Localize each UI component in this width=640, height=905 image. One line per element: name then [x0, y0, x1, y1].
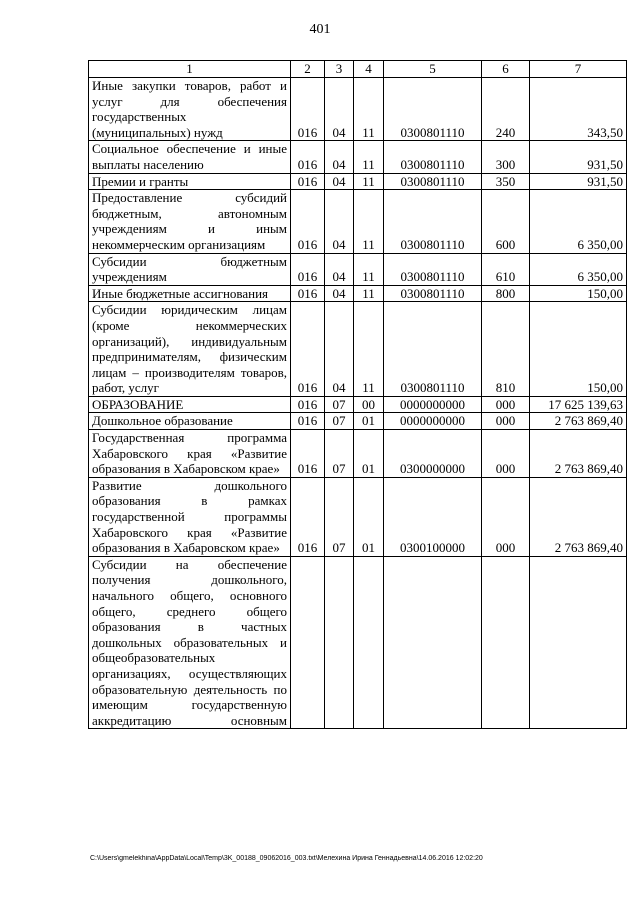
row-amount: 6 350,00: [530, 253, 627, 285]
row-target-article: 0300801110: [384, 253, 482, 285]
row-expense-type: 240: [482, 78, 530, 141]
row-grbs: 016: [291, 78, 325, 141]
row-target-article: 0000000000: [384, 396, 482, 413]
row-target-article: 0300801110: [384, 78, 482, 141]
col-header-5: 5: [384, 61, 482, 78]
table-row: [89, 173, 627, 190]
col-header-7: 7: [530, 61, 627, 78]
row-target-article: 0300100000: [384, 477, 482, 556]
row-grbs: 016: [291, 430, 325, 478]
row-subsection: 11: [354, 302, 384, 397]
row-name: Предоставление субсидий бюджетным, автономным учреждениям и иным некоммерческим организациям: [89, 190, 291, 253]
row-amount: 2 763 869,40: [530, 477, 627, 556]
row-grbs: 016: [291, 141, 325, 173]
row-grbs: [291, 556, 325, 729]
row-subsection: 01: [354, 413, 384, 430]
row-subsection: 11: [354, 190, 384, 253]
row-section: 07: [325, 413, 354, 430]
row-expense-type: [482, 556, 530, 729]
row-amount: 343,50: [530, 78, 627, 141]
row-target-article: 0300801110: [384, 190, 482, 253]
row-target-article: 0300801110: [384, 302, 482, 397]
file-path-footer: C:\Users\gmelekhina\AppData\Local\Temp\3K_00188_09062016_003.txt\Мелехина Ирина Геннадьевна\14.06.2016 12:02:20: [90, 855, 483, 862]
row-name: Иные закупки товаров, работ и услуг для обеспечения государственных (муниципальных) нужд: [89, 78, 291, 141]
row-section: 04: [325, 302, 354, 397]
row-name: Дошкольное образование: [89, 413, 291, 430]
row-grbs: 016: [291, 477, 325, 556]
table-header-row: [89, 61, 627, 78]
row-section: [325, 556, 354, 729]
row-subsection: 11: [354, 78, 384, 141]
row-section: 04: [325, 190, 354, 253]
row-subsection: 01: [354, 477, 384, 556]
row-section: 07: [325, 430, 354, 478]
row-expense-type: 000: [482, 413, 530, 430]
table-row: [89, 302, 627, 397]
row-expense-type: 000: [482, 396, 530, 413]
row-amount: 2 763 869,40: [530, 413, 627, 430]
row-target-article: 0000000000: [384, 413, 482, 430]
row-target-article: 0300000000: [384, 430, 482, 478]
table-row: [89, 78, 627, 141]
row-section: 04: [325, 285, 354, 302]
row-expense-type: 350: [482, 173, 530, 190]
col-header-3: 3: [325, 61, 354, 78]
row-section: 04: [325, 78, 354, 141]
row-amount: 931,50: [530, 173, 627, 190]
row-name: Социальное обеспечение и иные выплаты населению: [89, 141, 291, 173]
row-name: Премии и гранты: [89, 173, 291, 190]
row-expense-type: 000: [482, 477, 530, 556]
row-name: Субсидии бюджетным учреждениям: [89, 253, 291, 285]
table-row: [89, 190, 627, 253]
table-row: [89, 141, 627, 173]
row-expense-type: 300: [482, 141, 530, 173]
row-expense-type: 810: [482, 302, 530, 397]
row-amount: 931,50: [530, 141, 627, 173]
row-grbs: 016: [291, 413, 325, 430]
row-target-article: 0300801110: [384, 141, 482, 173]
col-header-4: 4: [354, 61, 384, 78]
row-grbs: 016: [291, 285, 325, 302]
row-subsection: 00: [354, 396, 384, 413]
row-subsection: 01: [354, 430, 384, 478]
row-grbs: 016: [291, 302, 325, 397]
row-subsection: 11: [354, 173, 384, 190]
row-target-article: [384, 556, 482, 729]
row-amount: [530, 556, 627, 729]
row-section: 04: [325, 173, 354, 190]
table-row: [89, 430, 627, 478]
row-name: Развитие дошкольного образования в рамках государственной программы Хабаровского края «Развитие образования в Хабаровском крае»: [89, 477, 291, 556]
row-grbs: 016: [291, 190, 325, 253]
row-expense-type: 000: [482, 430, 530, 478]
row-name: ОБРАЗОВАНИЕ: [89, 396, 291, 413]
row-name: Субсидии юридическим лицам (кроме некоммерческих организаций), индивидуальным предпринимателям, физическим лицам – производителям товаров, работ, услуг: [89, 302, 291, 397]
table-row: [89, 396, 627, 413]
row-subsection: 11: [354, 141, 384, 173]
page-number: 401: [309, 22, 331, 37]
row-target-article: 0300801110: [384, 285, 482, 302]
row-expense-type: 610: [482, 253, 530, 285]
table-row: [89, 285, 627, 302]
row-grbs: 016: [291, 173, 325, 190]
row-section: 04: [325, 141, 354, 173]
row-amount: 2 763 869,40: [530, 430, 627, 478]
col-header-2: 2: [291, 61, 325, 78]
row-name: Субсидии на обеспечение получения дошкольного, начального общего, основного общего, среднего общего образования в частных дошкольных образовательных и общеобразовательных организациях, осуществляющих образовательную деятельность по имеющим государственную аккредитацию основным: [89, 556, 291, 729]
table-row: [89, 253, 627, 285]
row-section: 07: [325, 396, 354, 413]
row-amount: 17 625 139,63: [530, 396, 627, 413]
row-name: Иные бюджетные ассигнования: [89, 285, 291, 302]
col-header-6: 6: [482, 61, 530, 78]
row-amount: 150,00: [530, 302, 627, 397]
row-subsection: 11: [354, 285, 384, 302]
col-header-1: 1: [89, 61, 291, 78]
row-section: 04: [325, 253, 354, 285]
table-row: [89, 556, 627, 729]
row-subsection: 11: [354, 253, 384, 285]
table-row: [89, 413, 627, 430]
row-subsection: [354, 556, 384, 729]
row-name: Государственная программа Хабаровского края «Развитие образования в Хабаровском крае»: [89, 430, 291, 478]
row-amount: 6 350,00: [530, 190, 627, 253]
row-grbs: 016: [291, 253, 325, 285]
row-section: 07: [325, 477, 354, 556]
row-amount: 150,00: [530, 285, 627, 302]
table-row: [89, 477, 627, 556]
row-expense-type: 800: [482, 285, 530, 302]
row-target-article: 0300801110: [384, 173, 482, 190]
row-grbs: 016: [291, 396, 325, 413]
budget-table: [88, 60, 627, 729]
row-expense-type: 600: [482, 190, 530, 253]
